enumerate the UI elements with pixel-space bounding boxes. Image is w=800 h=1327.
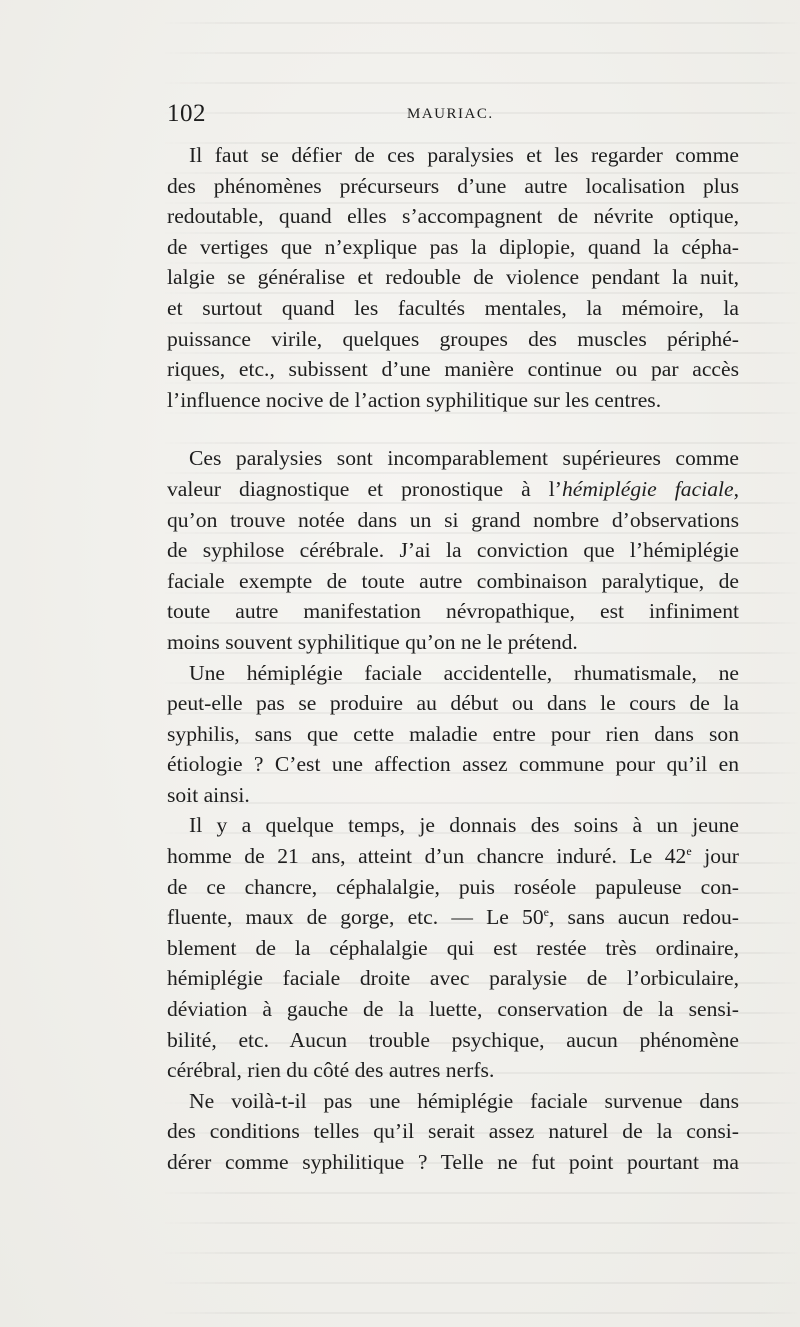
text-fragment: homme de 21 ans, atteint d’un chancre induré. Le 42: [167, 844, 687, 869]
text-line-with-superscript: [167, 841, 739, 872]
body-text: [167, 140, 739, 1178]
superscript: e: [543, 905, 549, 920]
text-line: peut-elle pas se produire au début ou dans le cours de la: [167, 691, 739, 716]
paragraph-5: [167, 1086, 739, 1178]
text-line: faciale exempte de toute autre combinaison paralytique, de: [167, 568, 739, 593]
italic-term: hémiplégie faciale: [562, 476, 734, 501]
paragraph-4: [167, 810, 739, 1085]
text-line: hémiplégie faciale droite avec paralysie de l’orbiculaire,: [167, 966, 739, 991]
text-line: déviation à gauche de la luette, conservation de la sensi-: [167, 997, 739, 1022]
text-line: toute autre manifestation névropathique, est infiniment: [167, 599, 739, 624]
text-line: des phénomènes précurseurs d’une autre localisation plus: [167, 173, 739, 198]
text-line: bilité, etc. Aucun trouble psychique, aucun phénomène: [167, 1027, 739, 1052]
paragraph-3: [167, 658, 739, 811]
paragraph-2: [167, 443, 739, 657]
page-header: [167, 100, 739, 134]
text-line: lalgie se généralise et redouble de violence pendant la nuit,: [167, 265, 739, 290]
text-line: Ne voilà-t-il pas une hémiplégie faciale survenue dans: [189, 1088, 739, 1113]
text-line-with-italic: [167, 474, 739, 505]
text-line: cérébral, rien du côté des autres nerfs.: [167, 1058, 495, 1083]
text-line: de ce chancre, céphalalgie, puis roséole papuleuse con-: [167, 874, 739, 899]
text-fragment: ,: [733, 476, 739, 501]
text-line: Une hémiplégie faciale accidentelle, rhumatismale, ne: [189, 660, 739, 685]
text-line: l’influence nocive de l’action syphilitique sur les centres.: [167, 387, 662, 412]
text-fragment: , sans aucun redou-: [548, 905, 739, 930]
text-line: des conditions telles qu’il serait assez naturel de la consi-: [167, 1119, 739, 1144]
text-line: Il y a quelque temps, je donnais des soins à un jeune: [189, 813, 739, 838]
text-line: puissance virile, quelques groupes des muscles périphé-: [167, 326, 739, 351]
text-line: dérer comme syphilitique ? Telle ne fut point pourtant ma: [167, 1150, 739, 1174]
text-line: et surtout quand les facultés mentales, la mémoire, la: [167, 295, 739, 320]
superscript: e: [686, 843, 692, 858]
text-fragment: fluente, maux de gorge, etc. — Le 50: [167, 905, 544, 930]
text-line: Il faut se défier de ces paralysies et les regarder comme: [189, 143, 739, 167]
text-line: qu’on trouve notée dans un si grand nombre d’observations: [167, 507, 739, 532]
text-line: redoutable, quand elles s’accompagnent de névrite optique,: [167, 204, 739, 229]
text-line: moins souvent syphilitique qu’on ne le prétend.: [167, 629, 578, 654]
text-line: de vertiges que n’explique pas la diplopie, quand la cépha-: [167, 234, 739, 259]
text-line-with-superscript: [167, 902, 739, 933]
text-line: syphilis, sans que cette maladie entre pour rien dans son: [167, 721, 739, 746]
text-line: riques, etc., subissent d’une manière continue ou par accès: [167, 357, 739, 382]
text-fragment: jour: [691, 844, 739, 869]
text-line: soit ainsi.: [167, 782, 250, 807]
page-number: 102: [167, 100, 206, 127]
text-line: de syphilose cérébrale. J’ai la conviction que l’hémiplégie: [167, 538, 739, 563]
text-fragment: valeur diagnostique et pronostique à l’: [167, 476, 562, 501]
text-line: Ces paralysies sont incomparablement supérieures comme: [189, 446, 739, 471]
paragraph-1: [167, 140, 739, 415]
text-line: étiologie ? C’est une affection assez commune pour qu’il en: [167, 752, 739, 777]
running-head: MAURIAC.: [407, 106, 494, 122]
text-line: blement de la céphalalgie qui est restée très ordinaire,: [167, 935, 739, 960]
